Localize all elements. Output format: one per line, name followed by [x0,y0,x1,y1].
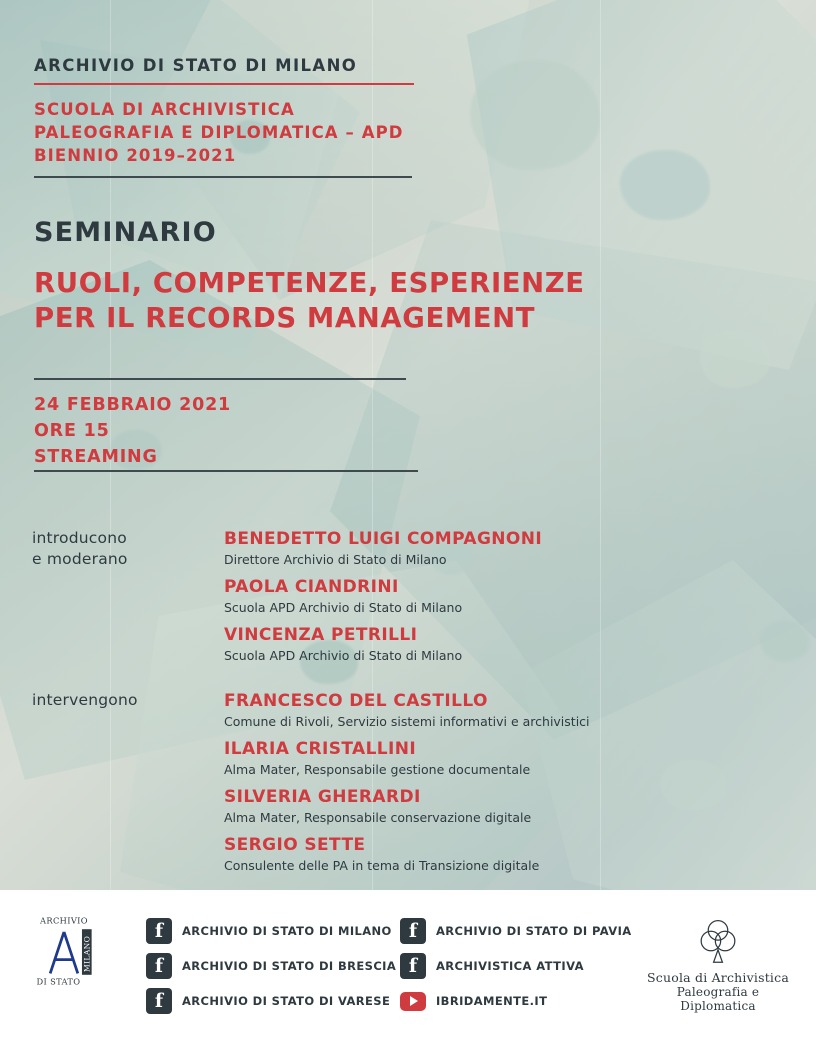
apd-school-logo [638,916,798,1013]
archivio-di-stato-logo [22,914,106,990]
facebook-icon: f [146,918,172,944]
social-link[interactable] [146,988,400,1014]
event-title-line-2: PER IL RECORDS MANAGEMENT [34,302,536,334]
event-date: 24 FEBBRAIO 2021 [34,395,232,415]
speaker-list [224,528,732,664]
social-label: ARCHIVIO DI STATO DI MILANO [182,924,392,938]
speaker-group-label-line-1: intervengono [32,691,138,709]
divider-dark [34,378,406,380]
speaker-name: VINCENZA PETRILLI [224,625,418,645]
school-line-3: BIENNIO 2019–2021 [34,146,237,165]
speaker-role: Scuola APD Archivio di Stato di Milano [224,600,463,615]
institution-name: ARCHIVIO DI STATO DI MILANO [34,56,358,75]
institution-header [34,56,454,85]
svg-text:DI STATO: DI STATO [36,976,81,987]
apd-emblem-icon [687,916,749,966]
speaker-role: Consulente delle PA in tema di Transizione digitale [224,858,540,873]
divider-dark [34,470,418,472]
speaker-name: ILARIA CRISTALLINI [224,739,417,759]
social-label: ARCHIVIO DI STATO DI VARESE [182,994,391,1008]
school-block [34,98,464,178]
facebook-icon: f [400,953,426,979]
social-link[interactable] [146,953,400,979]
speaker-group [32,528,732,664]
youtube-icon [400,992,426,1011]
speaker-name: FRANCESCO DEL CASTILLO [224,691,488,711]
social-label: ARCHIVISTICA ATTIVA [436,959,584,973]
facebook-icon: f [400,918,426,944]
speaker-group-label-line-1: introducono [32,529,127,547]
speaker-group-label [32,528,224,664]
event-kind: SEMINARIO [34,217,217,248]
school-line-2: PALEOGRAFIA E DIPLOMATICA – APD [34,123,404,142]
archivio-logo-icon [22,914,106,990]
speaker-group-label-line-2: e moderano [32,550,128,568]
social-label: IBRIDAMENTE.IT [436,994,548,1008]
speaker-name: PAOLA CIANDRINI [224,577,399,597]
speaker-name: SERGIO SETTE [224,835,366,855]
speaker-group-label [32,690,224,874]
speaker-name: SILVERIA GHERARDI [224,787,421,807]
speakers-section [32,528,732,900]
social-link[interactable] [400,953,584,979]
social-row [146,914,706,948]
social-row [146,949,706,983]
school-line-1: SCUOLA DI ARCHIVISTICA [34,100,295,119]
speaker-role: Alma Mater, Responsabile conservazione digitale [224,810,532,825]
speaker-group [32,690,732,874]
speaker-list [224,690,732,874]
speaker-name: BENEDETTO LUIGI COMPAGNONI [224,529,543,549]
social-links [146,914,706,1019]
speaker-role: Scuola APD Archivio di Stato di Milano [224,648,463,663]
social-label: ARCHIVIO DI STATO DI PAVIA [436,924,632,938]
divider-dark [34,176,412,178]
divider-red [34,83,414,85]
apd-logo-line-2: Paleografia e Diplomatica [676,985,760,1013]
social-label: ARCHIVIO DI STATO DI BRESCIA [182,959,397,973]
facebook-icon: f [146,988,172,1014]
speaker-role: Comune di Rivoli, Servizio sistemi informativi e archivistici [224,714,590,729]
speaker-role: Direttore Archivio di Stato di Milano [224,552,447,567]
social-link[interactable] [400,992,547,1011]
event-time: ORE 15 [34,421,110,441]
event-mode: STREAMING [34,447,158,467]
svg-text:MILANO: MILANO [82,935,92,973]
event-title [34,266,674,336]
svg-text:ARCHIVIO: ARCHIVIO [40,915,88,926]
apd-logo-line-1: Scuola di Archivistica [647,970,789,985]
social-link[interactable] [146,918,400,944]
event-title-line-1: RUOLI, COMPETENZE, ESPERIENZE [34,267,585,299]
social-link[interactable] [400,918,632,944]
facebook-icon: f [146,953,172,979]
speaker-role: Alma Mater, Responsabile gestione documentale [224,762,531,777]
social-row [146,984,706,1018]
footer [0,890,816,1056]
event-details [34,392,231,470]
